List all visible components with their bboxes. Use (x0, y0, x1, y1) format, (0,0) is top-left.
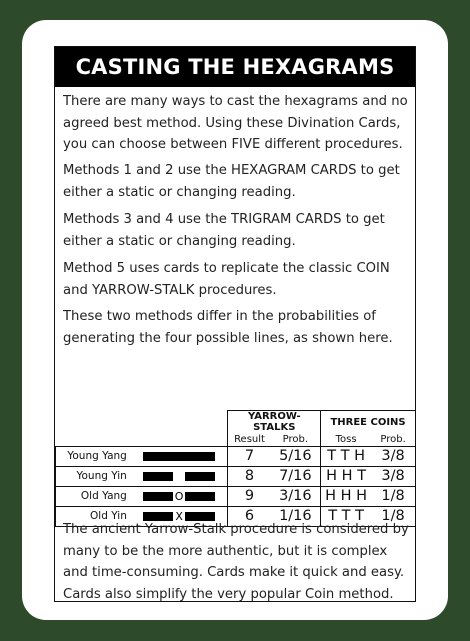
methods-1-2-paragraph: Methods 1 and 2 use the HEXAGRAM CARDS to get either a static or changing reading. (63, 163, 400, 200)
changing-mark: O (174, 489, 184, 503)
toss-header: Toss (321, 433, 372, 446)
tc-prob-cell: 3/8 (371, 446, 415, 466)
line-symbol (131, 446, 228, 466)
yarrow-stalks-header: YARROW-STALKS (228, 411, 321, 434)
table-row (56, 486, 416, 506)
three-coins-header: THREE COINS (321, 411, 415, 434)
ys-prob-cell: 3/16 (271, 486, 321, 506)
young-yang-line-icon (143, 452, 215, 461)
table-sub-header-row (56, 433, 416, 446)
toss-cell: H H T (321, 466, 372, 486)
method-5-paragraph: Method 5 uses cards to replicate the classic COIN and YARROW-STALK procedures. (63, 261, 390, 298)
result-cell: 8 (228, 466, 271, 486)
result-cell: 7 (228, 446, 271, 466)
result-cell: 6 (228, 506, 271, 526)
tc-prob-header: Prob. (380, 433, 406, 445)
card-title: CASTING THE HEXAGRAMS (55, 47, 415, 87)
old-yang-line-icon (143, 489, 215, 503)
card (22, 20, 448, 620)
line-name: Old Yang (56, 486, 131, 506)
ys-prob-header: Prob. (282, 433, 309, 445)
table-group-header-row (56, 411, 416, 434)
ys-prob-cell: 7/16 (271, 466, 321, 486)
tc-prob-cell: 3/8 (371, 466, 415, 486)
line-symbol (131, 486, 228, 506)
probability-table (55, 410, 415, 527)
table-row (56, 466, 416, 486)
young-yin-line-icon (143, 472, 215, 481)
ys-prob-cell: 5/16 (271, 446, 321, 466)
content-frame (54, 46, 416, 602)
toss-cell: T T T (321, 506, 372, 526)
tc-prob-cell: 1/8 (371, 506, 415, 526)
result-header: Result (228, 433, 271, 446)
intro-paragraph: There are many ways to cast the hexagrams and no agreed best method. Using these Divination Cards, you can choose between FIVE different procedures. (63, 94, 408, 152)
closing-paragraph: The ancient Yarrow-Stalk procedure is considered by many to be the more authentic, but it is complex and time-consuming. Cards make it quick and easy. Cards also simplify the very popular Coin method. (63, 522, 409, 602)
line-name: Old Yin (56, 506, 131, 526)
toss-cell: T T H (321, 446, 372, 466)
table-row (56, 446, 416, 466)
methods-differ-paragraph: These two methods differ in the probabilities of generating the four possible lines, as shown here. (63, 309, 393, 346)
line-name: Young Yin (56, 466, 131, 486)
result-cell: 9 (228, 486, 271, 506)
changing-mark: X (173, 509, 185, 524)
line-name: Young Yang (56, 446, 131, 466)
ys-prob-cell: 1/16 (271, 506, 321, 526)
methods-3-4-paragraph: Methods 3 and 4 use the TRIGRAM CARDS to get either a static or changing reading. (63, 212, 385, 249)
tc-prob-cell: 1/8 (371, 486, 415, 506)
line-symbol (131, 466, 228, 486)
toss-cell: H H H (321, 486, 372, 506)
